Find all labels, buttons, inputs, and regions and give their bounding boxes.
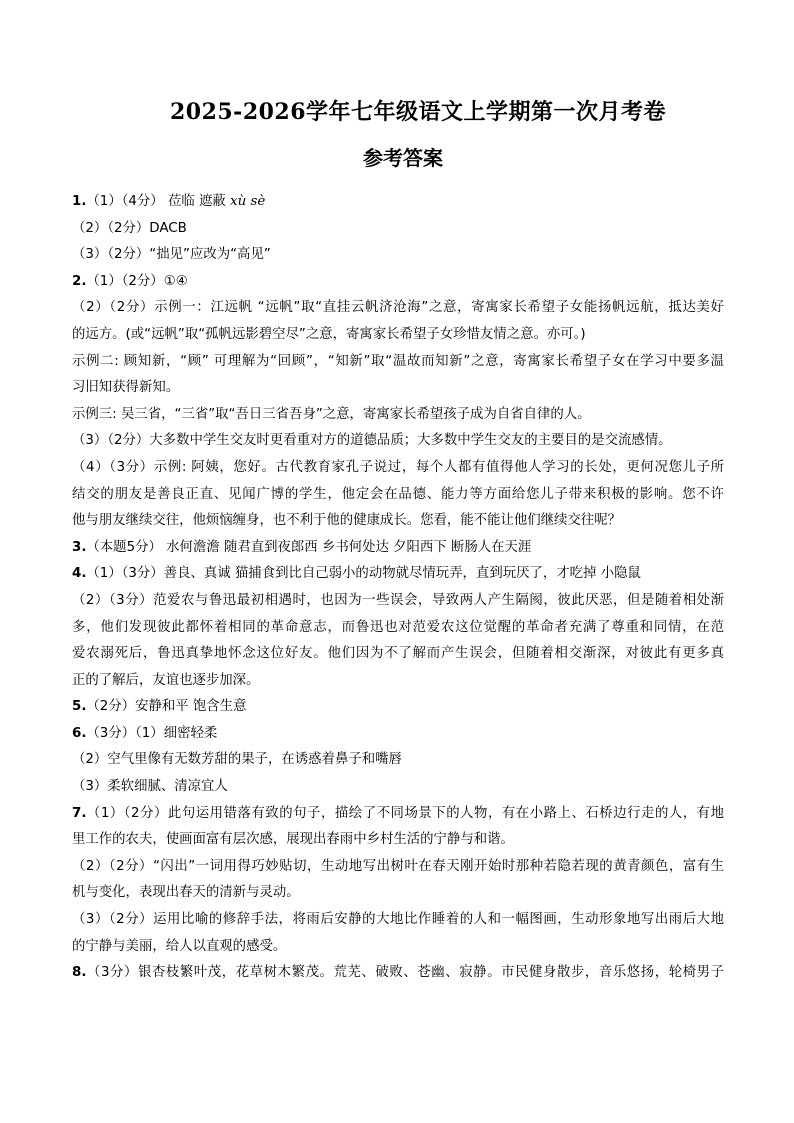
answer-line xyxy=(72,455,724,482)
answer-body xyxy=(72,189,724,987)
answer-text: （3分）（1）细密轻柔 xyxy=(86,725,218,741)
answer-text: （3分）银杏枝繁叶茂，花草树木繁茂。荒芜、破败、苍幽、寂静。市民健身散步，音乐悠扬，轮椅男子 xyxy=(86,965,724,981)
answer-line xyxy=(72,960,724,987)
answer-text: （1）（4分） 莅临 遮蔽 xyxy=(86,194,231,209)
answer-text: （2）（2分）示例一：江远帆 “远帆”取“直挂云帆济沧海”之意，寄寓家长希望子女能扬帆远航，抵达美好 xyxy=(72,300,724,316)
answer-line xyxy=(72,827,724,854)
answer-line xyxy=(72,535,724,562)
answer-text: （2）（2分）DACB xyxy=(72,220,187,236)
answer-line xyxy=(72,854,724,881)
answer-line xyxy=(72,402,724,429)
question-number: 2. xyxy=(72,273,87,289)
answer-text: （1）（2分）此句运用错落有致的句子，描绘了不同场景下的人物，有在小路上、石桥边行走的人，有地 xyxy=(86,805,724,821)
answer-text: 的宁静与美丽，给人以直观的感受。 xyxy=(72,938,287,954)
answer-line xyxy=(72,216,724,243)
answer-text: （3）（2分）“拙见”应改为“高见” xyxy=(72,247,271,263)
answer-line xyxy=(72,428,724,455)
document-subtitle: 参考答案 xyxy=(363,146,443,170)
answer-line xyxy=(72,349,724,376)
answer-text: 爱农溺死后，鲁迅真挚地怀念这位好友。他们因为不了解而产生误会，但随着相交渐深，对彼此有更多真 xyxy=(72,646,724,662)
answer-text: （2分）安静和平 饱含生意 xyxy=(86,699,247,715)
answer-text: 示例二: 顾知新，“顾” 可理解为“回顾”，“知新”取“温故而知新”之意，寄寓家长希望子女在学习中要多温 xyxy=(72,353,724,369)
answer-line xyxy=(72,375,724,402)
question-number: 4. xyxy=(72,566,87,582)
answer-text: （2）（2分）“闪出”一词用得巧妙贴切，生动地写出树叶在春天刚开始时那种若隐若现的黄青颜色，富有生 xyxy=(72,858,724,874)
answer-text: 里工作的农夫，使画面富有层次感，展现出春雨中乡村生活的宁静与和谐。 xyxy=(72,832,514,848)
answer-text: 多，他们发现彼此都怀着相同的革命意志，而鲁迅也对范爱农这位觉醒的革命者充满了尊重和同情，在范 xyxy=(72,619,724,635)
answer-text: （3）（2分）运用比喻的修辞手法，将雨后安静的大地比作睡着的人和一幅图画，生动形象地写出雨后大地 xyxy=(72,912,724,928)
document-title: 2025-2026学年七年级语文上学期第一次月考卷 xyxy=(169,99,667,125)
question-number: 8. xyxy=(72,965,87,981)
answer-line xyxy=(72,907,724,934)
answer-line xyxy=(72,668,724,695)
answer-text: 正的了解后，友谊也逐步加深。 xyxy=(72,672,260,688)
answer-line xyxy=(72,322,724,349)
answer-line xyxy=(72,189,724,216)
answer-text: 示例三: 吴三省，“三省”取“吾日三省吾身”之意，寄寓家长希望孩子成为自省自律的人。 xyxy=(72,406,591,422)
answer-line xyxy=(72,615,724,642)
answer-text: （3）（2分）大多数中学生交友时更看重对方的道德品质；大多数中学生交友的主要目的是交流感情。 xyxy=(72,433,672,449)
answer-text: 的远方。(或“远帆”取“孤帆远影碧空尽”之意，寄寓家长希望子女珍惜友情之意。亦可。) xyxy=(72,326,586,342)
answer-text: 习旧知获得新知。 xyxy=(72,380,180,396)
question-number: 7. xyxy=(72,805,87,821)
answer-text: （4）（3分）示例: 阿姨，您好。古代教育家孔子说过，每个人都有值得他人学习的长处，更何况您儿子所 xyxy=(72,459,724,475)
question-number: 5. xyxy=(72,699,87,715)
answer-text: 结交的朋友是善良正直、见闻广博的学生，他定会在品德、能力等方面给您儿子带来积极的影响。您不许 xyxy=(72,486,724,502)
answer-line xyxy=(72,934,724,961)
answer-text: 机与变化，表现出春天的清新与灵动。 xyxy=(72,885,300,901)
answer-line xyxy=(72,694,724,721)
answer-text: （3）柔软细腻、清凉宜人 xyxy=(72,779,228,795)
answer-line xyxy=(72,641,724,668)
answer-line xyxy=(72,242,724,269)
answer-line xyxy=(72,561,724,588)
answer-text: （本题5分） 水何澹澹 随君直到夜郎西 乡书何处达 夕阳西下 断肠人在天涯 xyxy=(86,539,532,555)
answer-text: （1）（2分）①④ xyxy=(86,273,188,289)
answer-text: 他与朋友继续交往，他烦恼缠身，也不利于他的健康成长。您看，能不能让他们继续交往呢？ xyxy=(72,513,622,529)
answer-text: （1）（3分）善良、真诚 猫捕食到比自己弱小的动物就尽情玩弄，直到玩厌了，才吃掉 小隐鼠 xyxy=(86,566,641,582)
answer-line xyxy=(72,747,724,774)
question-number: 3. xyxy=(72,539,87,555)
answer-line xyxy=(72,588,724,615)
answer-line xyxy=(72,801,724,828)
answer-line xyxy=(72,880,724,907)
answer-line xyxy=(72,269,724,296)
pinyin-text: xù sè xyxy=(230,194,266,209)
answer-line xyxy=(72,774,724,801)
answer-line xyxy=(72,721,724,748)
question-number: 6. xyxy=(72,725,87,741)
answer-text: （2）（3分）范爱农与鲁迅最初相遇时，也因为一些误会，导致两人产生隔阂，彼此厌恶，但是随着相处渐 xyxy=(72,592,724,608)
answer-text: （2）空气里像有无数芳甜的果子，在诱惑着鼻子和嘴唇 xyxy=(72,752,402,768)
answer-line xyxy=(72,295,724,322)
answer-line xyxy=(72,508,724,535)
answer-line xyxy=(72,482,724,509)
question-number: 1. xyxy=(72,194,87,209)
